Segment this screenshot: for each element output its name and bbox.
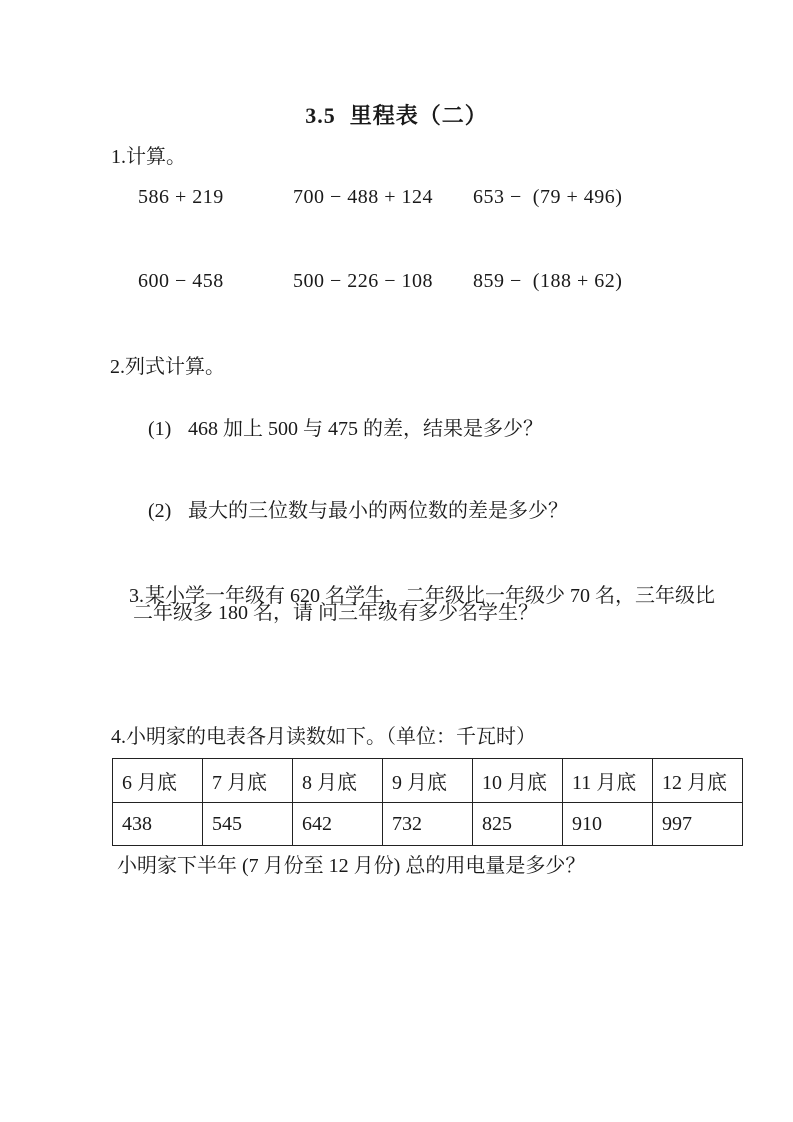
table-header-cell: 7 月底 [203,759,293,803]
q2-item-2-text: 最大的三位数与最小的两位数的差是多少？ [188,500,568,522]
q3-line-2: 二年级多 180 名，请 问三年级有多少名学生？ [133,602,538,624]
table-value-cell: 997 [653,803,743,846]
title-section-number: 3.5 [305,103,336,128]
q1-expression-2: 700 − 488 + 124 [293,186,434,208]
table-header-cell: 6 月底 [113,759,203,803]
title-text: 里程表（二） [349,103,488,128]
table-value-cell: 825 [473,803,563,846]
q1-expression-3: 653 − (79 + 496) [473,186,623,208]
meter-table-value-row [113,803,743,846]
q2-item-2-number: (2) [148,500,172,522]
q4-heading: 4.小明家的电表各月读数如下。（单位：千瓦时） [111,726,536,748]
q1-expression-4: 600 − 458 [138,270,224,292]
q3-line-1-text: 某小学一年级有 620 名学生，二年级比一年级少 70 名，三年级比 [145,585,715,607]
q1-heading: 1.计算。 [111,146,186,168]
table-header-cell: 11 月底 [563,759,653,803]
table-value-cell: 642 [293,803,383,846]
meter-readings-table [112,758,743,846]
table-value-cell: 438 [113,803,203,846]
q3-number: 3. [129,585,144,607]
q4-question: 小明家下半年 (7 月份至 12 月份) 总的用电量是多少？ [117,855,586,877]
table-value-cell: 732 [383,803,473,846]
meter-table-header-row [113,759,743,803]
table-value-cell: 545 [203,803,293,846]
page-title [0,104,793,128]
q2-item-1-number: (1) [148,418,172,440]
table-header-cell: 10 月底 [473,759,563,803]
q1-expression-5: 500 − 226 − 108 [293,270,434,292]
table-header-cell: 8 月底 [293,759,383,803]
q2-item-1 [128,395,543,464]
q2-item-2 [128,477,568,546]
q2-item-1-text: 468 加上 500 与 475 的差，结果是多少？ [188,418,543,440]
q1-expression-1: 586 + 219 [138,186,224,208]
q2-heading: 2.列式计算。 [110,356,225,378]
q1-expression-6: 859 − (188 + 62) [473,270,623,292]
table-header-cell: 12 月底 [653,759,743,803]
table-value-cell: 910 [563,803,653,846]
table-header-cell: 9 月底 [383,759,473,803]
